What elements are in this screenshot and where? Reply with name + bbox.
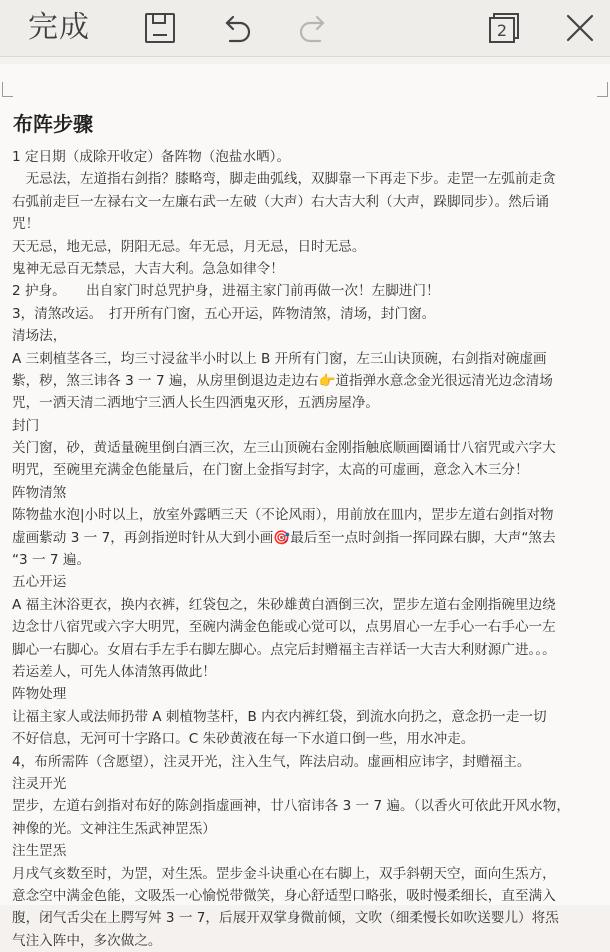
text-line[interactable]: 陈物盐水泡|小时以上，放室外露晒三天（不论风雨），用前放在皿内，罡步左道右剑指对物 bbox=[12, 507, 554, 524]
done-button[interactable]: 完成 bbox=[28, 10, 90, 45]
text-line[interactable]: 五心开运 bbox=[12, 574, 67, 591]
text-line[interactable]: 边念廿八宿咒或六字大明咒，至碗内满金色能或心觉可以，点男眉心一左手心一右手心一左 bbox=[12, 619, 556, 636]
text-line[interactable]: 腹，闭气舌尖在上腭写舛 3 一 7，后展开双掌身微前倾，文吹（细柔慢长如吹送婴儿）将炁 bbox=[12, 910, 559, 927]
text-line[interactable]: 关门窗，砂，黄适量碗里倒白酒三次，左三山顶碗右金刚指触底顺画圈诵廿八宿咒或六字大 bbox=[12, 440, 556, 457]
text-line[interactable]: “3 一 7 遍。 bbox=[12, 552, 91, 569]
text-line[interactable]: 气注入阵中，多次做之。 bbox=[12, 932, 162, 949]
text-line[interactable]: 罡步，左道右剑指对布好的陈剑指虚画神，廿八宿讳各 3 一 7 遍。（以香火可依此开风水物， bbox=[12, 798, 570, 815]
text-line[interactable]: 封门 bbox=[12, 417, 40, 434]
undo-icon[interactable] bbox=[218, 10, 254, 46]
page-count-icon[interactable] bbox=[486, 10, 522, 46]
document-title[interactable]: 布阵步骤 bbox=[13, 112, 93, 136]
text-line[interactable]: 鬼神无忌百无禁忌，大吉大利。急急如律令！ bbox=[12, 260, 284, 277]
text-line[interactable]: 2 护身。 出自家门时总咒护身，进福主家门前再做一次！左脚进门！ bbox=[12, 283, 440, 300]
save-icon[interactable] bbox=[142, 10, 178, 46]
text-line[interactable]: 阵物清煞 bbox=[12, 484, 67, 501]
text-line[interactable]: 明咒，至碗里充满金色能量后，在门窗上金指写封字，太高的可虚画，意念入木三分！ bbox=[12, 462, 529, 479]
text-line[interactable]: 紫，秽，煞三讳各 3 一 7 遍，从房里倒退边走边右👉道指弹水意念金光很远清光边念清场 bbox=[12, 372, 553, 389]
text-line[interactable]: 清场法， bbox=[12, 328, 67, 345]
text-line[interactable]: 无忌法，左道指右剑指？膝略弯，脚走曲弧线，双脚靠一下再走下步。走罡一左弧前走贪 bbox=[12, 171, 556, 188]
text-line[interactable]: 不好信息，无河可十字路口。C 朱砂黄液在每一下水道口倒一些，用水冲走。 bbox=[12, 731, 475, 748]
text-line[interactable]: 注灵开光 bbox=[12, 775, 67, 792]
text-line[interactable]: 阵物处理 bbox=[12, 686, 67, 703]
text-line[interactable]: 咒，一洒天清二洒地宁三洒人长生四洒鬼灭形，五洒房屋净。 bbox=[12, 395, 380, 412]
text-line[interactable]: 让福主家人或法师扔带 A 刺植物茎杆，B 内衣内裤红袋，到流水向扔之，意念扔一走一切 bbox=[12, 708, 547, 725]
text-line[interactable]: 1 定日期（成除开收定）备阵物（泡盐水晒）。 bbox=[12, 149, 291, 165]
text-line[interactable]: 月戌气亥数至时，为罡，对生炁。罡步金斗诀重心在右脚上，双手斜朝天空，面向生炁方， bbox=[12, 865, 556, 882]
text-line[interactable]: 若运差人，可先人体清煞再做此！ bbox=[12, 663, 216, 680]
text-line[interactable]: A 三刺植茎各三，均三寸浸盆半小时以上 B 开所有门窗，左三山诀顶碗，右剑指对碗虚画 bbox=[12, 350, 547, 367]
close-icon[interactable] bbox=[562, 10, 598, 46]
page-corner-left-marker bbox=[2, 82, 13, 97]
text-line[interactable]: 3，清煞改运。 打开所有门窗，五心开运，阵物清煞，清场，封门窗。 bbox=[12, 305, 436, 322]
page-count-label: 2 bbox=[496, 21, 508, 40]
page-corner-right-marker bbox=[597, 82, 608, 97]
text-line[interactable]: 4，布所需阵（含愿望），注灵开光，注入生气，阵法启动。虚画相应讳字，封赠福主。 bbox=[12, 753, 531, 770]
document-body[interactable] bbox=[12, 146, 598, 952]
text-line[interactable]: 右弧前走巨一左禄右文一左廉右武一左破（大声）右大吉大利（大声，跺脚同步）。然后诵 bbox=[12, 193, 549, 210]
text-line[interactable]: 虚画紫动 3 一 7，再剑指逆时针从大到小画🎯最后至一点时剑指一挥同跺右脚，大声“煞去 bbox=[12, 529, 556, 546]
text-line[interactable]: 神像的光。文神注生炁武神罡炁） bbox=[12, 820, 216, 837]
text-line[interactable]: 天无忌，地无忌，阴阳无忌。年无忌，月无忌，日时无忌。 bbox=[12, 238, 366, 255]
text-line[interactable]: 咒！ bbox=[12, 216, 40, 233]
text-line[interactable]: 意念空中满金色能，文吸炁一心愉悦带微笑，身心舒适型口略张，吸时慢柔细长，直至满入 bbox=[12, 887, 556, 904]
editor-toolbar bbox=[0, 0, 610, 57]
text-line[interactable]: A 福主沐浴更衣，换内衣裤，红袋包之，朱砂雄黄白酒倒三次，罡步左道右金刚指碗里边绕 bbox=[12, 596, 556, 613]
text-line[interactable]: 注生罡炁 bbox=[12, 843, 67, 860]
text-line[interactable]: 脚心一右脚心。女眉右手左手右脚左脚心。点完后封赠福主吉祥话一大吉大利财源广进。。。 bbox=[12, 641, 556, 658]
redo-icon[interactable] bbox=[296, 10, 332, 46]
